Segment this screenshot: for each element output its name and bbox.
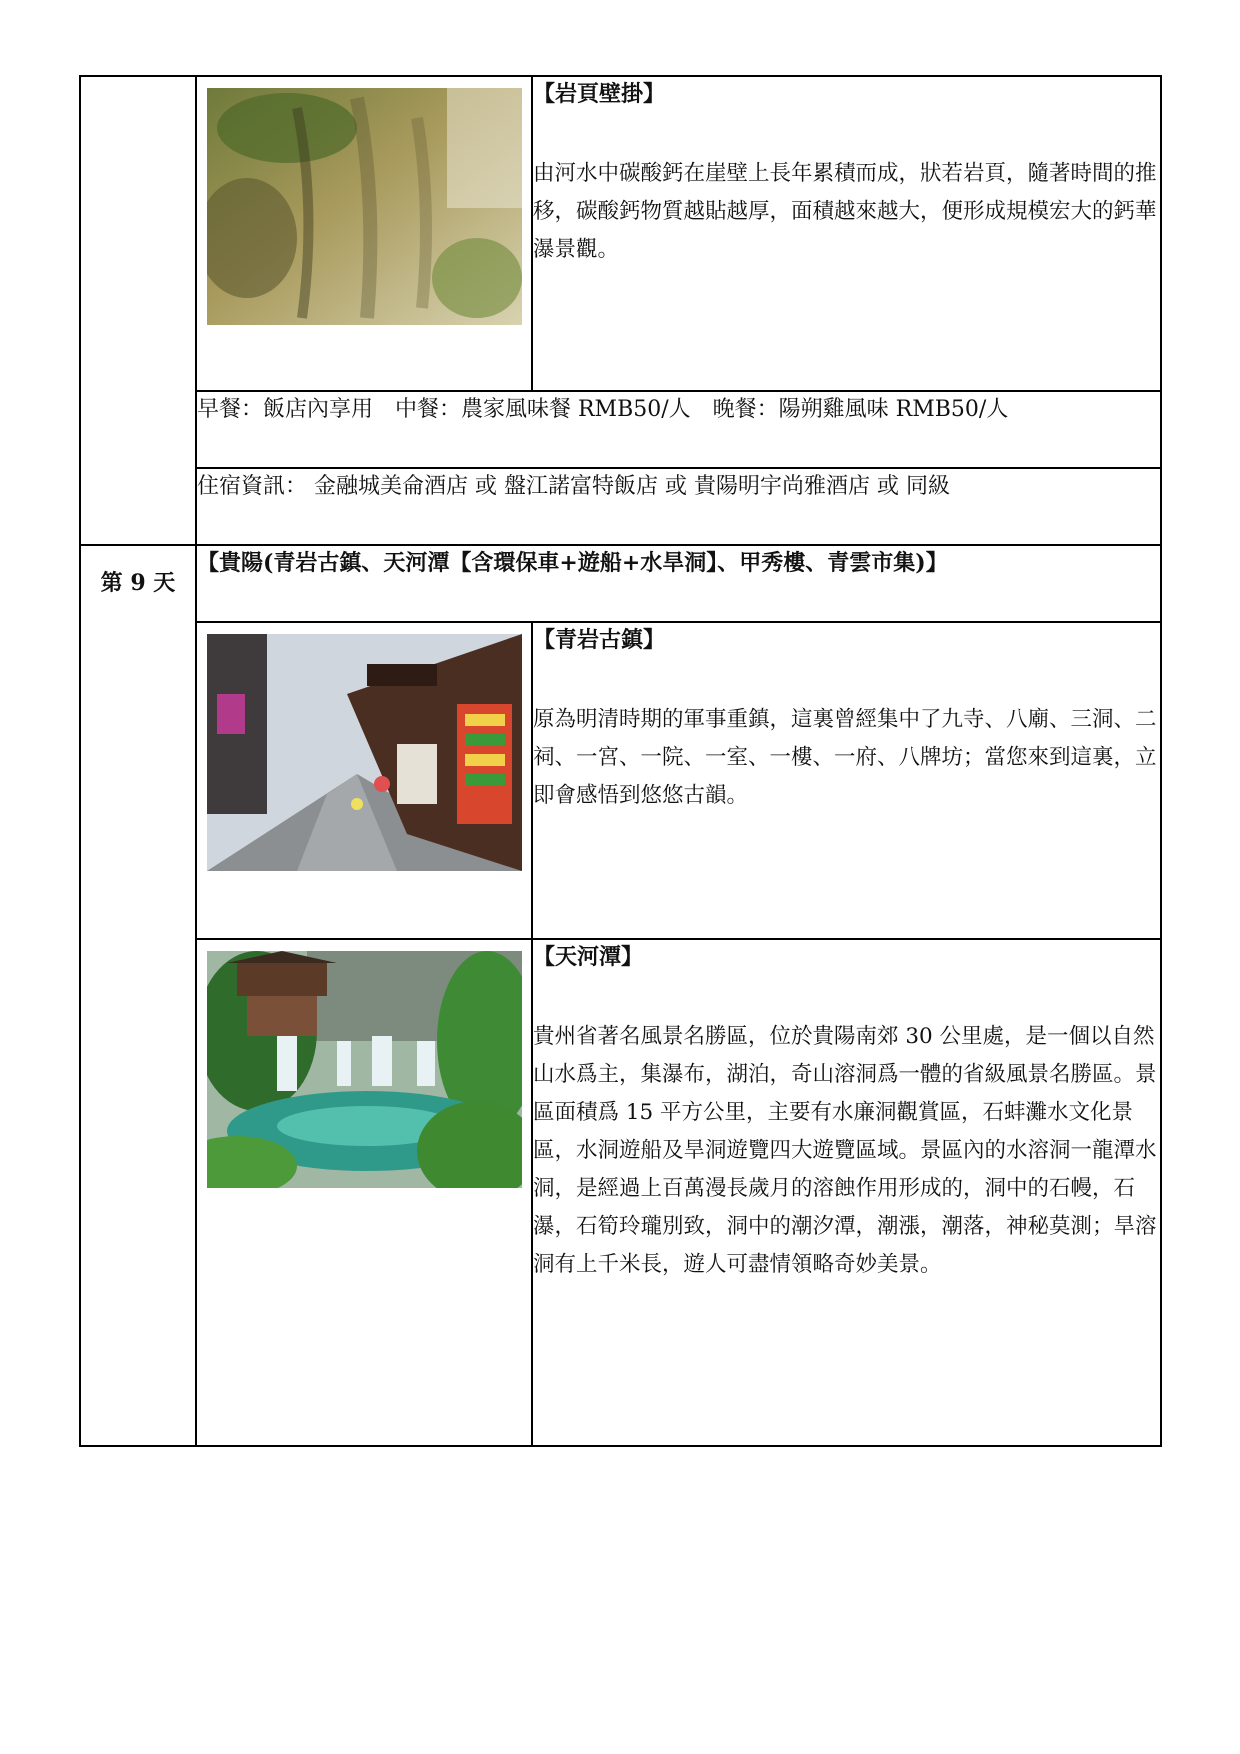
- day-cell-9: [80, 545, 196, 1446]
- lodging-row: 住宿資訊： 金融城美侖酒店 或 盤江諾富特飯店 或 貴陽明宇尚雅酒店 或 同級: [196, 468, 1161, 545]
- sight-title: 【岩頁壁掛】: [533, 81, 666, 107]
- photo-cell: [196, 939, 532, 1446]
- sight-description: 原為明清時期的軍事重鎮，這裏曾經集中了九寺、八廟、三洞、二祠、一宮、一院、一室、一樓、一府、八牌坊；當您來到這裏，立即會感悟到悠悠古韻。: [533, 707, 1157, 808]
- cliff-travertine-photo: [207, 88, 522, 325]
- day-label: 第 9 天: [100, 570, 176, 596]
- sight-cell: [532, 622, 1161, 939]
- itinerary-table: [79, 75, 1162, 1447]
- sight-title: 【青岩古鎮】: [533, 627, 666, 653]
- photo-cell: [196, 622, 532, 939]
- waterfall-pond-photo: [207, 951, 522, 1188]
- sight-description: 貴州省著名風景名勝區，位於貴陽南郊 30 公里處，是一個以自然山水爲主，集瀑布，湖泊，奇山溶洞爲一體的省級風景名勝區。景區面積爲 15 平方公里，主要有水廉洞觀賞區，石蚌灘水文化景區，水洞遊船及旱洞遊覽四大遊覽區域。景區內的水溶洞一龍潭水洞，是經過上百萬漫長歲月的溶蝕作用形成的，洞中的石幔，石瀑，石筍玲瓏別致，洞中的潮汐潭，潮漲，潮落，神秘莫測；旱溶洞有上千米長，遊人可盡情領略奇妙美景。: [533, 1024, 1157, 1277]
- sight-title: 【天河潭】: [533, 944, 644, 970]
- day-title: 【貴陽(青岩古鎮、天河潭【含環保車+遊船+水旱洞】、甲秀樓、青雲市集)】: [196, 545, 1161, 622]
- sight-cell: [532, 76, 1161, 391]
- photo-cell: [196, 76, 532, 391]
- ancient-town-street-photo: [207, 634, 522, 871]
- sight-description: 由河水中碳酸鈣在崖壁上長年累積而成，狀若岩頁，隨著時間的推移，碳酸鈣物質越貼越厚，面積越來越大，便形成規模宏大的鈣華瀑景觀。: [533, 161, 1157, 262]
- sight-cell: [532, 939, 1161, 1446]
- day-cell-previous: [80, 76, 196, 545]
- meals-row: 早餐：飯店內享用 中餐：農家風味餐 RMB50/人 晚餐：陽朔雞風味 RMB50/人: [196, 391, 1161, 468]
